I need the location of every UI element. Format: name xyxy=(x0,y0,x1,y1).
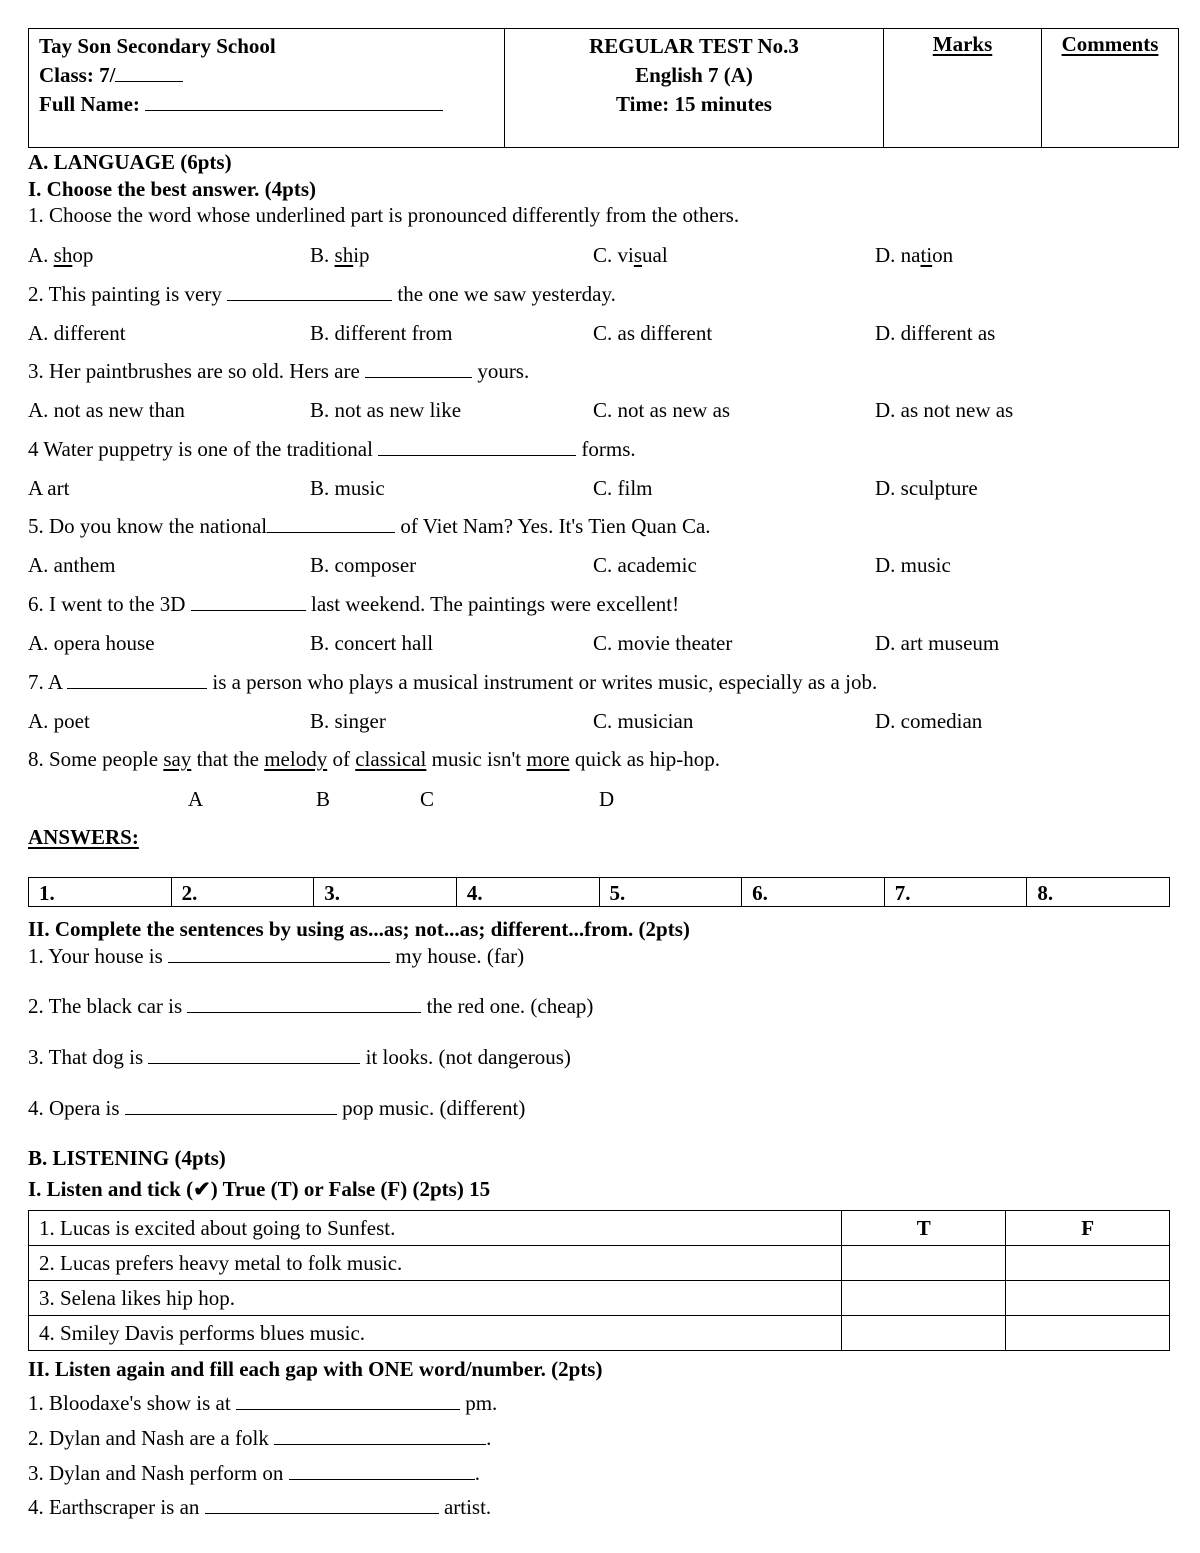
question-3-text xyxy=(28,361,529,382)
q1-d-post: on xyxy=(932,243,954,267)
listen-gap-2 xyxy=(28,1428,491,1449)
q4-option-a[interactable]: A art xyxy=(28,476,70,500)
answer-cell-5[interactable]: 5. xyxy=(599,878,742,907)
tf-statement-3: 3. Selena likes hip hop. xyxy=(29,1281,842,1316)
q1-c-pre: C. vi xyxy=(593,243,634,267)
question-7-text xyxy=(28,672,877,693)
full-name-input[interactable] xyxy=(145,94,443,111)
lg4-blank[interactable] xyxy=(205,1497,439,1514)
question-8-text xyxy=(28,749,720,770)
q2-option-b[interactable]: B. different from xyxy=(310,321,453,345)
answer-cell-8[interactable]: 8. xyxy=(1027,878,1170,907)
q8-underlined-a: say xyxy=(163,747,192,771)
q8-s2: that the xyxy=(191,747,265,771)
question-4-text xyxy=(28,439,636,460)
q4-option-d[interactable]: D. sculpture xyxy=(875,476,978,500)
tf-statement-2: 2. Lucas prefers heavy metal to folk music. xyxy=(29,1246,842,1281)
lg3-pre: 3. Dylan and Nash perform on xyxy=(28,1461,284,1485)
q1-b-post: ip xyxy=(353,243,370,267)
q7-option-c[interactable]: C. musician xyxy=(593,709,694,733)
class-label: Class: 7/ xyxy=(39,63,116,87)
q6-blank[interactable] xyxy=(191,594,306,611)
q1-option-b[interactable] xyxy=(310,245,370,266)
comments-cell[interactable] xyxy=(1042,29,1179,148)
answers-label: ANSWERS: xyxy=(28,825,139,849)
section-b-title: B. LISTENING (4pts) xyxy=(28,1146,226,1170)
q3-option-c[interactable]: C. not as new as xyxy=(593,398,731,422)
listen-gap-4 xyxy=(28,1497,491,1518)
q2-option-d[interactable]: D. different as xyxy=(875,321,996,345)
q8-underlined-c: classical xyxy=(355,747,427,771)
cs4-pre: 4. Opera is xyxy=(28,1096,120,1120)
tf-row-3 xyxy=(29,1281,1170,1316)
lg4-pre: 4. Earthscraper is an xyxy=(28,1495,200,1519)
q3-pre: 3. Her paintbrushes are so old. Hers are xyxy=(28,359,360,383)
full-name-label: Full Name: xyxy=(39,92,140,116)
q1-a-post: op xyxy=(72,243,94,267)
q3-option-a[interactable]: A. not as new than xyxy=(28,398,185,422)
q7-option-a[interactable]: A. poet xyxy=(28,709,90,733)
q2-option-c[interactable]: C. as different xyxy=(593,321,713,345)
answer-cell-2[interactable]: 2. xyxy=(171,878,314,907)
q1-option-a[interactable] xyxy=(28,245,93,266)
q3-blank[interactable] xyxy=(365,361,472,378)
cs1-pre: 1. Your house is xyxy=(28,944,163,968)
q4-pre: 4 Water puppetry is one of the traditional xyxy=(28,437,373,461)
q6-option-c[interactable]: C. movie theater xyxy=(593,631,733,655)
q4-option-b[interactable]: B. music xyxy=(310,476,385,500)
q1-a-underlined: sh xyxy=(53,243,73,267)
test-title: REGULAR TEST No.3 xyxy=(589,34,799,58)
answer-cell-3[interactable]: 3. xyxy=(314,878,457,907)
name-row xyxy=(39,90,494,119)
q3-option-b[interactable]: B. not as new like xyxy=(310,398,462,422)
q5-option-c[interactable]: C. academic xyxy=(593,553,697,577)
q8-s3: of xyxy=(327,747,356,771)
part-1-title: I. Choose the best answer. (4pts) xyxy=(28,177,316,201)
q7-pre: 7. A xyxy=(28,670,62,694)
true-header: T xyxy=(842,1211,1006,1246)
q4-post: forms. xyxy=(581,437,636,461)
answer-cell-7[interactable]: 7. xyxy=(884,878,1027,907)
cs3-post: it looks. (not dangerous) xyxy=(365,1045,571,1069)
tf-3-false-cell[interactable] xyxy=(1006,1281,1170,1316)
lg2-post: . xyxy=(486,1426,492,1450)
q2-post: the one we saw yesterday. xyxy=(397,282,616,306)
cs3-pre: 3. That dog is xyxy=(28,1045,144,1069)
q1-b-pre: B. xyxy=(310,243,335,267)
answer-cell-4[interactable]: 4. xyxy=(456,878,599,907)
test-subject: English 7 (A) xyxy=(635,63,753,87)
complete-sentence-2 xyxy=(28,996,593,1017)
q8-label-b[interactable]: B xyxy=(316,787,331,811)
q6-pre: 6. I went to the 3D xyxy=(28,592,186,616)
q5-post: of Viet Nam? Yes. It's Tien Quan Ca. xyxy=(400,514,711,538)
q7-option-b[interactable]: B. singer xyxy=(310,709,386,733)
school-info-cell xyxy=(29,29,505,148)
q8-s1: 8. Some people xyxy=(28,747,164,771)
tf-3-true-cell[interactable] xyxy=(842,1281,1006,1316)
tf-4-false-cell[interactable] xyxy=(1006,1316,1170,1351)
tf-row-1 xyxy=(29,1211,1170,1246)
cs2-blank[interactable] xyxy=(187,996,421,1013)
q6-option-d[interactable]: D. art museum xyxy=(875,631,1000,655)
q1-option-c[interactable] xyxy=(593,245,668,266)
marks-label: Marks xyxy=(932,32,993,56)
tf-statement-1: 1. Lucas is excited about going to Sunfest. xyxy=(29,1211,842,1246)
marks-cell[interactable] xyxy=(884,29,1042,148)
q7-option-d[interactable]: D. comedian xyxy=(875,709,983,733)
q7-blank[interactable] xyxy=(67,672,207,689)
test-info-cell xyxy=(505,29,884,148)
q1-option-d[interactable] xyxy=(875,245,953,266)
complete-sentence-4 xyxy=(28,1098,525,1119)
cs4-blank[interactable] xyxy=(125,1098,337,1115)
answer-cell-6[interactable]: 6. xyxy=(742,878,885,907)
q3-option-d[interactable]: D. as not new as xyxy=(875,398,1014,422)
tf-2-false-cell[interactable] xyxy=(1006,1246,1170,1281)
complete-sentence-3 xyxy=(28,1047,571,1068)
question-2-text xyxy=(28,284,616,305)
q8-underlined-d: more xyxy=(526,747,570,771)
tf-4-true-cell[interactable] xyxy=(842,1316,1006,1351)
lg3-post: . xyxy=(474,1461,480,1485)
cs1-post: my house. (far) xyxy=(395,944,525,968)
cs2-pre: 2. The black car is xyxy=(28,994,183,1018)
q1-b-underlined: sh xyxy=(334,243,354,267)
tf-2-true-cell[interactable] xyxy=(842,1246,1006,1281)
answer-cell-1[interactable]: 1. xyxy=(29,878,172,907)
q8-label-c[interactable]: C xyxy=(420,787,435,811)
q8-underlined-b: melody xyxy=(264,747,328,771)
q5-option-b[interactable]: B. composer xyxy=(310,553,417,577)
question-6-text xyxy=(28,594,679,615)
listen-gap-3 xyxy=(28,1463,480,1484)
tf-statement-4: 4. Smiley Davis performs blues music. xyxy=(29,1316,842,1351)
q1-c-underlined: s xyxy=(633,243,643,267)
lg4-post: artist. xyxy=(443,1495,492,1519)
tf-row-4 xyxy=(29,1316,1170,1351)
q6-option-a[interactable]: A. opera house xyxy=(28,631,155,655)
q4-blank[interactable] xyxy=(378,439,576,456)
cs3-blank[interactable] xyxy=(148,1047,360,1064)
answers-table xyxy=(28,877,1170,907)
false-header: F xyxy=(1006,1211,1170,1246)
section-a-title: A. LANGUAGE (6pts) xyxy=(28,150,232,174)
lg1-pre: 1. Bloodaxe's show is at xyxy=(28,1391,231,1415)
q5-blank[interactable] xyxy=(267,516,395,533)
q6-option-b[interactable]: B. concert hall xyxy=(310,631,434,655)
question-1-text: 1. Choose the word whose underlined part is pronounced differently from the others. xyxy=(28,203,740,227)
lg1-blank[interactable] xyxy=(236,1393,460,1410)
class-input[interactable] xyxy=(115,65,183,82)
comments-label: Comments xyxy=(1061,32,1159,56)
q1-d-pre: D. na xyxy=(875,243,921,267)
q8-s4: music isn't xyxy=(426,747,527,771)
q8-label-d[interactable]: D xyxy=(599,787,615,811)
q1-a-pre: A. xyxy=(28,243,54,267)
q2-option-a[interactable]: A. different xyxy=(28,321,126,345)
lg1-post: pm. xyxy=(465,1391,498,1415)
test-time: Time: 15 minutes xyxy=(616,92,772,116)
header-table xyxy=(28,28,1179,148)
q5-option-d[interactable]: D. music xyxy=(875,553,951,577)
lg3-blank[interactable] xyxy=(289,1463,475,1480)
cs4-post: pop music. (different) xyxy=(342,1096,526,1120)
listening-part-2-title: II. Listen again and fill each gap with ONE word/number. (2pts) xyxy=(28,1357,603,1381)
class-row xyxy=(39,61,494,90)
q2-blank[interactable] xyxy=(227,284,392,301)
true-false-table xyxy=(28,1210,1170,1351)
complete-sentence-1 xyxy=(28,946,524,967)
lg2-pre: 2. Dylan and Nash are a folk xyxy=(28,1426,269,1450)
school-name: Tay Son Secondary School xyxy=(39,34,276,58)
lg2-blank[interactable] xyxy=(274,1428,486,1445)
question-5-text xyxy=(28,516,711,537)
tf-row-2 xyxy=(29,1246,1170,1281)
listening-part-1-title: I. Listen and tick (✔) True (T) or False (F) (2pts) 15 xyxy=(28,1177,491,1201)
q4-option-c[interactable]: C. film xyxy=(593,476,653,500)
q1-c-post: ual xyxy=(642,243,668,267)
q7-post: is a person who plays a musical instrument or writes music, especially as a job. xyxy=(212,670,878,694)
q5-pre: 5. Do you know the national xyxy=(28,514,268,538)
q8-s5: quick as hip-hop. xyxy=(569,747,721,771)
part-2-title: II. Complete the sentences by using as...as; not...as; different...from. (2pts) xyxy=(28,917,690,941)
listen-gap-1 xyxy=(28,1393,497,1414)
cs2-post: the red one. (cheap) xyxy=(426,994,594,1018)
q5-option-a[interactable]: A. anthem xyxy=(28,553,116,577)
q1-d-underlined: ti xyxy=(920,243,933,267)
q6-post: last weekend. The paintings were excellent! xyxy=(310,592,680,616)
q2-pre: 2. This painting is very xyxy=(28,282,222,306)
q8-label-a[interactable]: A xyxy=(188,787,204,811)
cs1-blank[interactable] xyxy=(168,946,390,963)
q3-post: yours. xyxy=(477,359,530,383)
